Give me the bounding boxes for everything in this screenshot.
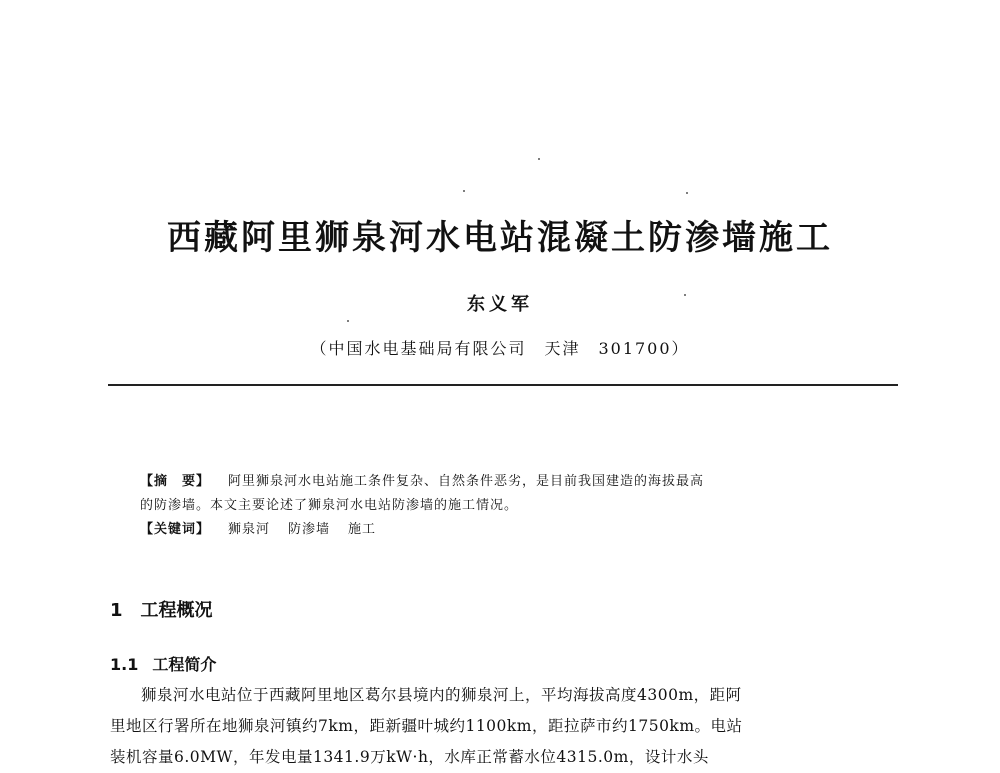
body-line-1: 狮泉河水电站位于西藏阿里地区葛尔县境内的狮泉河上，平均海拔高度4300m，距阿	[141, 686, 742, 704]
body-paragraph	[110, 680, 902, 773]
keywords-line	[140, 518, 880, 542]
abstract-text-1: 阿里狮泉河水电站施工条件复杂、自然条件恶劣，是目前我国建造的海拔最高	[228, 474, 705, 489]
subsection-title: 工程简介	[152, 655, 217, 674]
section-title: 工程概况	[140, 600, 213, 621]
subsection-heading	[110, 652, 216, 675]
affiliation: （中国水电基础局有限公司 天津 301700）	[310, 339, 690, 358]
scan-speck	[347, 320, 349, 322]
abstract-text-2: 的防渗墙。本文主要论述了狮泉河水电站防渗墙的施工情况。	[140, 498, 519, 513]
paper-title: 西藏阿里狮泉河水电站混凝土防渗墙施工	[167, 218, 833, 258]
body-line-2: 里地区行署所在地狮泉河镇约7km，距新疆叶城约1100km，距拉萨市约1750km。电站	[110, 717, 743, 735]
scan-speck	[463, 190, 465, 192]
abstract-line-1	[140, 470, 880, 494]
body-line-3: 装机容量6.0MW，年发电量1341.9万kW·h，水库正常蓄水位4315.0m，设计水头	[110, 748, 709, 766]
abstract-label: 【摘 要】	[140, 474, 211, 489]
section-number: 1	[110, 600, 123, 621]
section-heading	[110, 596, 213, 622]
header-rule	[108, 384, 898, 386]
keyword: 施工	[348, 522, 377, 537]
abstract-line-2	[140, 494, 880, 518]
scan-speck	[686, 192, 688, 194]
keyword: 狮泉河	[228, 522, 271, 537]
author-name: 东义军	[467, 294, 533, 315]
keywords-label: 【关键词】	[140, 522, 211, 537]
subsection-number: 1.1	[110, 655, 139, 674]
abstract-block	[140, 470, 880, 542]
keyword: 防渗墙	[288, 522, 331, 537]
scan-speck	[538, 158, 540, 160]
